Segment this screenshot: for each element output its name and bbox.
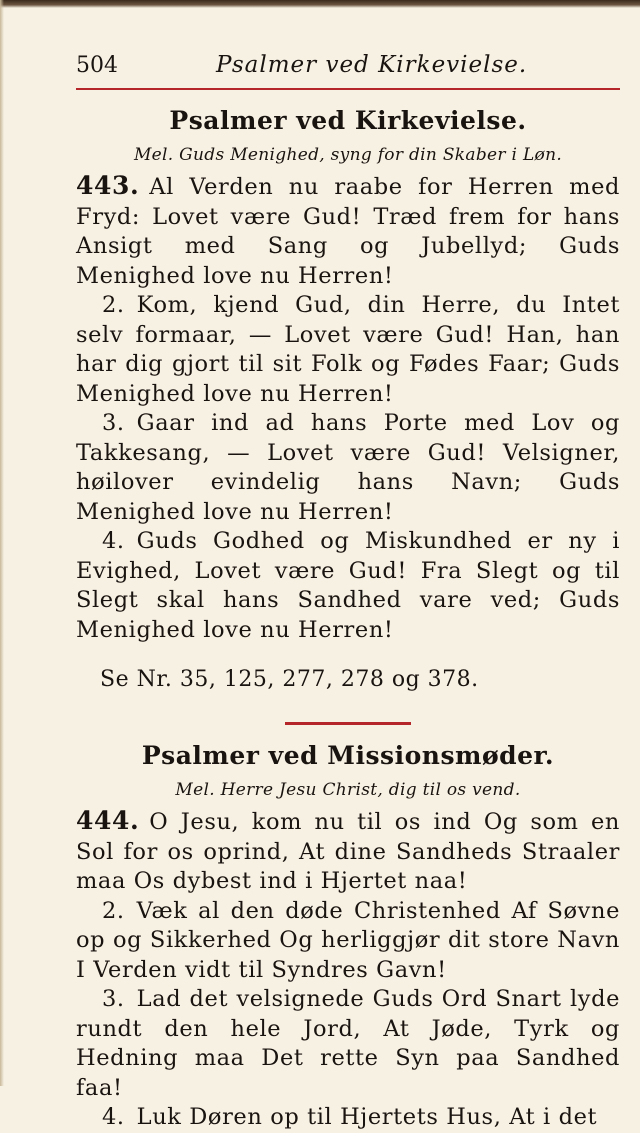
melody-line: Mel. Guds Menighed, syng for din Skaber i Løn. — [133, 145, 563, 165]
page-top-edge — [0, 0, 640, 8]
verse-text: Al Verden nu raabe for Herren med Fryd: Lovet være Gud! Træd frem for hans Ansigt med Sang og Jubellyd; Guds Menighed love nu Herren! — [76, 174, 620, 289]
page-number: 504 — [76, 53, 118, 78]
hymn-verse — [76, 897, 620, 986]
hymn-verse — [76, 985, 620, 1103]
page-left-edge — [0, 0, 4, 1086]
hymn-verse — [76, 806, 620, 897]
verse-text: Gaar ind ad hans Porte med Lov og Takkesang, — Lovet være Gud! Velsigner, høilover evindelig hans Navn; Guds Menighed love nu Herren! — [76, 410, 620, 525]
cross-reference: Se Nr. 35, 125, 277, 278 og 378. — [100, 667, 479, 692]
verse-number: 4. — [102, 528, 125, 554]
verse-number: 4. — [102, 1104, 125, 1130]
hymn-number: 443. — [76, 171, 140, 200]
section-title: Psalmer ved Missionsmøder. — [141, 741, 555, 770]
verse-text: Kom, kjend Gud, din Herre, du Intet selv formaar, — Lovet være Gud! Han, han har dig gjort til sit Folk og Fødes Faar; Guds Menighed love nu Herren! — [76, 292, 620, 407]
hymn-verse — [76, 409, 620, 527]
verse-text: Guds Godhed og Miskundhed er ny i Evighed, Lovet være Gud! Fra Slegt og til Slegt skal hans Sandhed vare ved; Guds Menighed love nu Herren! — [76, 528, 620, 643]
section-title: Psalmer ved Kirkevielse. — [169, 106, 527, 135]
book-page — [76, 52, 620, 1133]
verse-number: 2. — [102, 897, 125, 924]
melody-line: Mel. Herre Jesu Christ, dig til os vend. — [175, 780, 521, 800]
hymn-number: 444. — [76, 806, 140, 835]
verse-text: Væk al den døde Christenhed Af Søvne op og Sikkerhed Og herliggjør dit store Navn I Verden vidt til Syndres Gavn! — [76, 897, 620, 983]
running-head — [76, 52, 620, 90]
hymn-verse — [76, 1103, 620, 1133]
verse-number: 2. — [102, 292, 125, 318]
verse-number: 3. — [102, 986, 125, 1012]
verse-number: 3. — [102, 410, 125, 436]
running-title: Psalmer ved Kirkevielse. — [216, 52, 528, 78]
hymn-verse — [76, 291, 620, 409]
hymn-verse — [76, 527, 620, 645]
verse-text: Luk Døren op til Hjertets Hus, At i det — [136, 1104, 598, 1130]
verse-text: Lad det velsignede Guds Ord Snart lyde rundt den hele Jord, At Jøde, Tyrk og Hedning maa Det rette Syn paa Sandhed faa! — [76, 986, 620, 1101]
verse-text: O Jesu, kom nu til os ind Og som en Sol for os oprind, At dine Sandheds Straaler maa Os dybest ind i Hjertet naa! — [76, 809, 620, 894]
section-divider — [285, 722, 411, 725]
hymn-verse — [76, 171, 620, 291]
